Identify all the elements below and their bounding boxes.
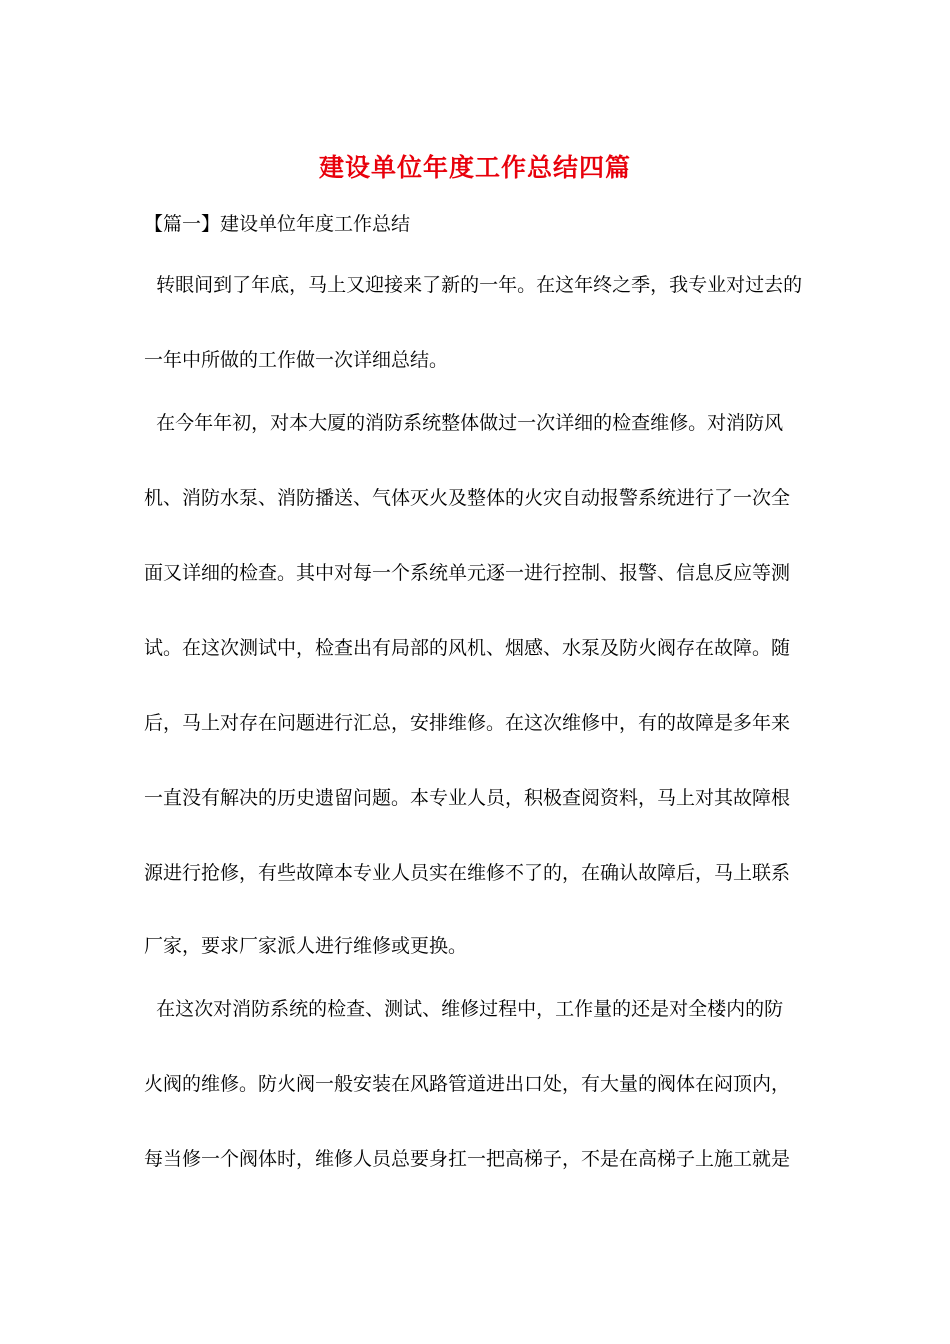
paragraph-line: 机、消防水泵、消防播送、气体灭火及整体的火灾自动报警系统进行了一次全: [144, 487, 791, 509]
paragraph-line: 源进行抢修，有些故障本专业人员实在维修不了的，在确认故障后，马上联系: [144, 862, 791, 884]
paragraph-line: 厂家，要求厂家派人进行维修或更换。: [144, 935, 468, 957]
paragraph-line: 后，马上对存在问题进行汇总，安排维修。在这次维修中，有的故障是多年来: [144, 712, 791, 734]
paragraph-line: 试。在这次测试中，检查出有局部的风机、烟感、水泵及防火阀存在故障。随: [144, 637, 791, 659]
paragraph-line: 在今年年初，对本大厦的消防系统整体做过一次详细的检查维修。对消防风: [144, 412, 784, 434]
document-title: 建设单位年度工作总结四篇: [318, 153, 631, 182]
paragraph-line: 在这次对消防系统的检查、测试、维修过程中，工作量的还是对全楼内的防: [144, 998, 784, 1020]
paragraph-line: 每当修一个阀体时，维修人员总要身扛一把高梯子，不是在高梯子上施工就是: [144, 1148, 791, 1170]
paragraph-line: 面又详细的检查。其中对每一个系统单元逐一进行控制、报警、信息反应等测: [144, 562, 791, 584]
paragraph-line: 转眼间到了年底，马上又迎接来了新的一年。在这年终之季，我专业对过去的: [144, 274, 803, 296]
paragraph-line: 一年中所做的工作做一次详细总结。: [144, 349, 449, 371]
section-heading: 【篇一】建设单位年度工作总结: [144, 213, 411, 235]
paragraph-line: 一直没有解决的历史遗留问题。本专业人员，积极查阅资料，马上对其故障根: [144, 787, 791, 809]
paragraph-line: 火阀的维修。防火阀一般安装在风路管道进出口处，有大量的阀体在闷顶内，: [144, 1073, 791, 1095]
